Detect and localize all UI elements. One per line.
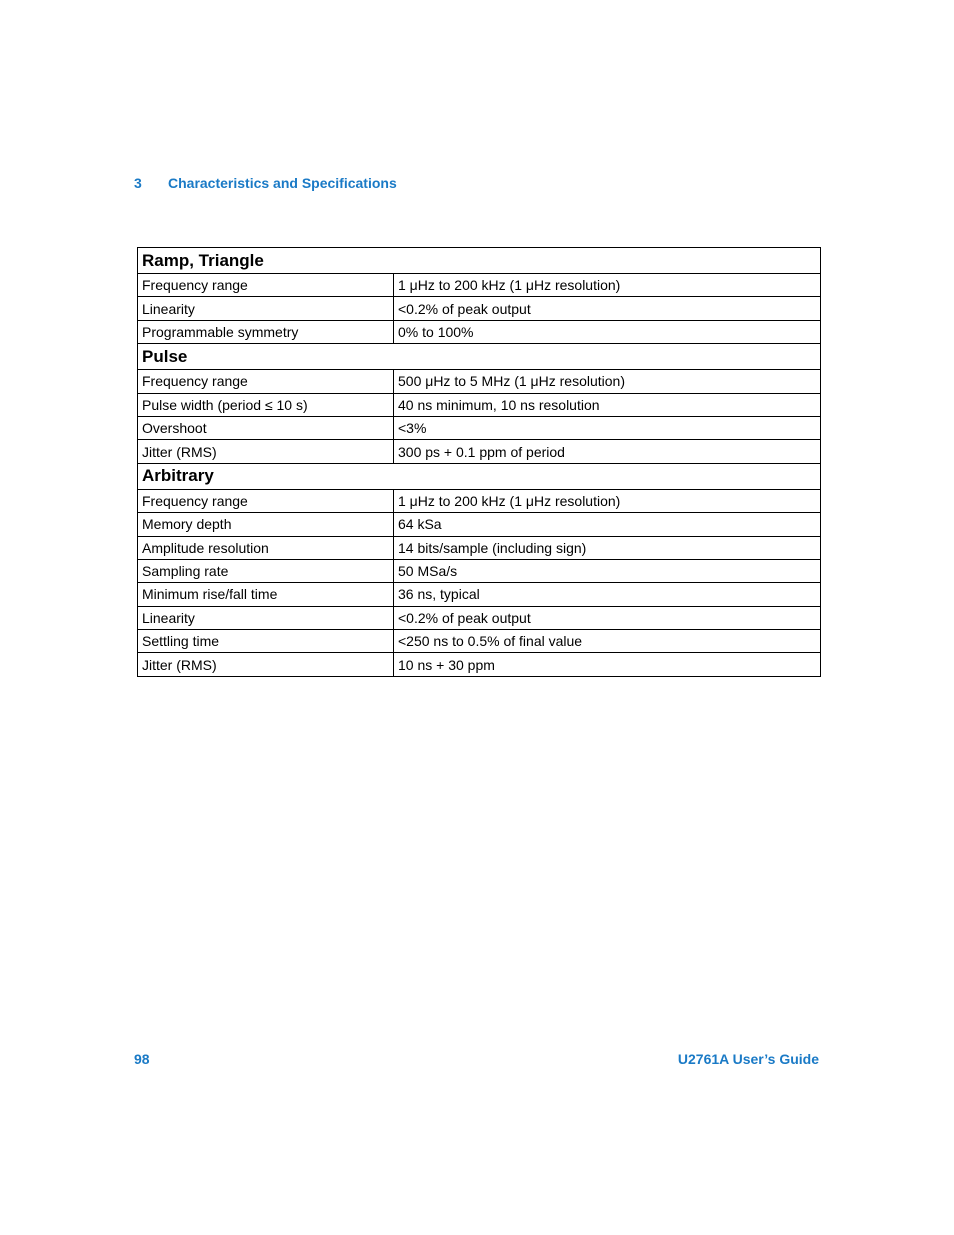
chapter-title: Characteristics and Specifications xyxy=(168,175,397,191)
footer-doc-title: U2761A User’s Guide xyxy=(677,1051,819,1067)
chapter-number: 3 xyxy=(134,175,142,191)
section-header-row xyxy=(138,344,821,370)
spec-label: Frequency range xyxy=(138,370,394,393)
table-row xyxy=(138,393,821,416)
spec-value: 40 ns minimum, 10 ns resolution xyxy=(394,393,821,416)
table-row xyxy=(138,274,821,297)
spec-label: Frequency range xyxy=(138,489,394,512)
spec-label: Sampling rate xyxy=(138,559,394,582)
table-row xyxy=(138,489,821,512)
section-title: Arbitrary xyxy=(138,463,821,489)
spec-value: 500 μHz to 5 MHz (1 μHz resolution) xyxy=(394,370,821,393)
table-row xyxy=(138,536,821,559)
table-row xyxy=(138,653,821,676)
spec-value: <0.2% of peak output xyxy=(394,606,821,629)
page-number: 98 xyxy=(134,1051,150,1067)
spec-value: <3% xyxy=(394,416,821,439)
section-header-row xyxy=(138,248,821,274)
table-row xyxy=(138,630,821,653)
spec-value: 1 μHz to 200 kHz (1 μHz resolution) xyxy=(394,274,821,297)
table-row xyxy=(138,320,821,343)
spec-value: 36 ns, typical xyxy=(394,583,821,606)
table-row xyxy=(138,606,821,629)
spec-label: Jitter (RMS) xyxy=(138,440,394,463)
spec-label: Memory depth xyxy=(138,513,394,536)
table-row xyxy=(138,559,821,582)
spec-value: <250 ns to 0.5% of final value xyxy=(394,630,821,653)
table-row xyxy=(138,297,821,320)
spec-value: 14 bits/sample (including sign) xyxy=(394,536,821,559)
section-header-row xyxy=(138,463,821,489)
spec-label: Linearity xyxy=(138,297,394,320)
spec-value: 64 kSa xyxy=(394,513,821,536)
spec-label: Settling time xyxy=(138,630,394,653)
spec-label: Jitter (RMS) xyxy=(138,653,394,676)
table-row xyxy=(138,513,821,536)
table-row xyxy=(138,416,821,439)
spec-value: <0.2% of peak output xyxy=(394,297,821,320)
spec-label: Minimum rise/fall time xyxy=(138,583,394,606)
spec-value: 0% to 100% xyxy=(394,320,821,343)
spec-value: 300 ps + 0.1 ppm of period xyxy=(394,440,821,463)
spec-value: 50 MSa/s xyxy=(394,559,821,582)
specifications-table xyxy=(137,247,821,677)
table-row xyxy=(138,440,821,463)
table-row xyxy=(138,583,821,606)
running-header xyxy=(134,175,397,191)
table-row xyxy=(138,370,821,393)
spec-label: Linearity xyxy=(138,606,394,629)
section-title: Ramp, Triangle xyxy=(138,248,821,274)
section-title: Pulse xyxy=(138,344,821,370)
spec-value: 1 μHz to 200 kHz (1 μHz resolution) xyxy=(394,489,821,512)
spec-label: Overshoot xyxy=(138,416,394,439)
spec-label: Programmable symmetry xyxy=(138,320,394,343)
spec-label: Frequency range xyxy=(138,274,394,297)
spec-value: 10 ns + 30 ppm xyxy=(394,653,821,676)
spec-label: Amplitude resolution xyxy=(138,536,394,559)
spec-label: Pulse width (period ≤ 10 s) xyxy=(138,393,394,416)
